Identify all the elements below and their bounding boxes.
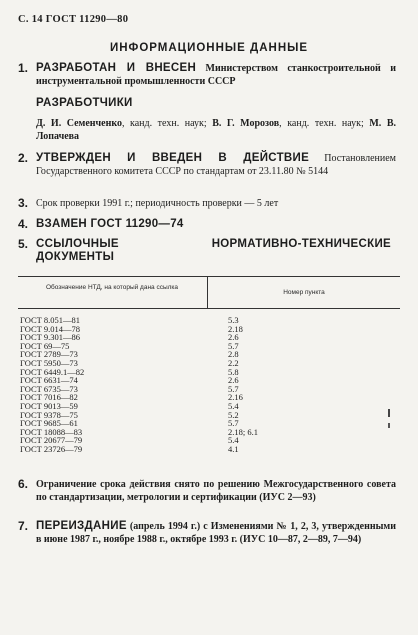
item-6-text: Ограничение срока действия снято по решению Межгосударственного совета по стандартизации, метрологии и сертификации (ИУС 2—93) — [36, 479, 396, 503]
point-number: 2.8 — [228, 349, 239, 360]
point-number: 5.2 — [228, 409, 239, 420]
item-3-number: 3. — [18, 196, 29, 210]
point-number: 2.2 — [228, 357, 239, 368]
developer-3: М. В. Лопачева — [36, 118, 396, 142]
point-number: 5.7 — [228, 340, 239, 351]
ntd-reference: ГОСТ 23726—79 — [20, 443, 83, 454]
point-number: 2.6 — [228, 375, 239, 386]
item-6-number: 6. — [18, 477, 29, 491]
point-number: 5.4 — [228, 435, 239, 446]
point-number: 4.1 — [228, 443, 239, 454]
ntd-reference: ГОСТ 6735—73 — [20, 383, 78, 394]
ntd-reference: ГОСТ 8.051—81 — [20, 315, 81, 325]
developer-1-title: , канд. техн. наук; — [122, 118, 213, 129]
developer-2: В. Г. Морозов — [212, 118, 280, 129]
item-7-text: (апрель 1994 г.) с Изменениями № 1, 2, 3, утвержденными в июне 1987 г., ноябре 1988 г., октябре 1993 г. (ИУС 10—87, 2—89, 7—94) — [36, 521, 396, 545]
item-1-number: 1. — [18, 61, 29, 75]
item-4 — [18, 218, 396, 231]
ntd-reference: ГОСТ 5950—73 — [20, 357, 78, 368]
table-top-rule — [18, 276, 400, 277]
ntd-reference: ГОСТ 9685—61 — [20, 418, 78, 429]
item-4-lead: ВЗАМЕН ГОСТ 11290—74 — [36, 218, 184, 230]
table-header-rule — [18, 308, 400, 309]
ntd-reference: ГОСТ 18088—83 — [20, 426, 83, 437]
item-7 — [18, 520, 396, 546]
developer-1: Д. И. Семенченко — [36, 118, 122, 129]
ntd-reference: ГОСТ 7016—82 — [20, 392, 78, 403]
point-number: 2.6 — [228, 332, 239, 343]
item-1-lead: РАЗРАБОТАН И ВНЕСЕН — [36, 62, 197, 74]
ntd-reference: ГОСТ 9378—75 — [20, 409, 78, 420]
item-1 — [18, 62, 396, 88]
item-5-lead: ССЫЛОЧНЫЕ НОРМАТИВНО-ТЕХНИЧЕСКИЕ ДОКУМЕНТЫ — [36, 238, 391, 263]
item-3 — [18, 197, 396, 210]
item-2-number: 2. — [18, 151, 29, 165]
point-number: 5.8 — [228, 366, 239, 377]
ntd-reference: ГОСТ 20677—79 — [20, 435, 83, 446]
point-number: 5.7 — [228, 383, 239, 394]
point-number: 5.3 — [228, 315, 239, 325]
point-number: 2.18 — [228, 323, 243, 334]
point-number: 2.16 — [228, 392, 243, 403]
developer-2-title: , канд. техн. наук; — [279, 118, 370, 129]
developers-heading: РАЗРАБОТЧИКИ — [36, 97, 133, 109]
item-7-number: 7. — [18, 519, 29, 533]
ntd-reference: ГОСТ 6631—74 — [20, 375, 78, 386]
ntd-reference: ГОСТ 9.014—78 — [20, 323, 81, 334]
item-1-text: Министерством станкостроительной и инструментальной промышленности СССР — [36, 63, 397, 87]
item-2-lead: УТВЕРЖДЕН И ВВЕДЕН В ДЕЙСТВИЕ — [36, 152, 310, 164]
item-3-text: Срок проверки 1991 г.; периодичность проверки — 5 лет — [36, 198, 279, 209]
point-number: 5.7 — [228, 418, 239, 429]
item-5 — [18, 238, 396, 264]
ntd-reference: ГОСТ 6449.1—82 — [20, 366, 85, 377]
ntd-reference: ГОСТ 2789—73 — [20, 349, 78, 360]
page-header: С. 14 ГОСТ 11290—80 — [18, 14, 129, 25]
point-number: 2.18; 6.1 — [228, 426, 258, 437]
scan-mark — [388, 423, 390, 428]
item-5-number: 5. — [18, 237, 29, 251]
developers-list — [36, 117, 396, 143]
ntd-reference: ГОСТ 9.301—86 — [20, 332, 81, 343]
item-4-number: 4. — [18, 217, 29, 231]
table-header-divider — [207, 276, 208, 308]
table-header-ntd: Обозначение НТД, на который дана ссылка — [45, 284, 179, 291]
item-2-text: Постановлением Государственного комитета СССР по стандартам от 23.11.80 № 5144 — [36, 153, 396, 177]
scan-mark — [388, 409, 390, 417]
point-number: 5.4 — [228, 400, 239, 411]
item-7-lead: ПЕРЕИЗДАНИЕ — [36, 520, 127, 532]
section-title: ИНФОРМАЦИОННЫЕ ДАННЫЕ — [109, 42, 309, 54]
item-6 — [18, 478, 396, 504]
item-2 — [18, 152, 396, 178]
ntd-reference: ГОСТ 9013—59 — [20, 400, 78, 411]
ntd-reference: ГОСТ 69—75 — [20, 340, 70, 351]
table-header-point: Номер пункта — [283, 289, 325, 296]
